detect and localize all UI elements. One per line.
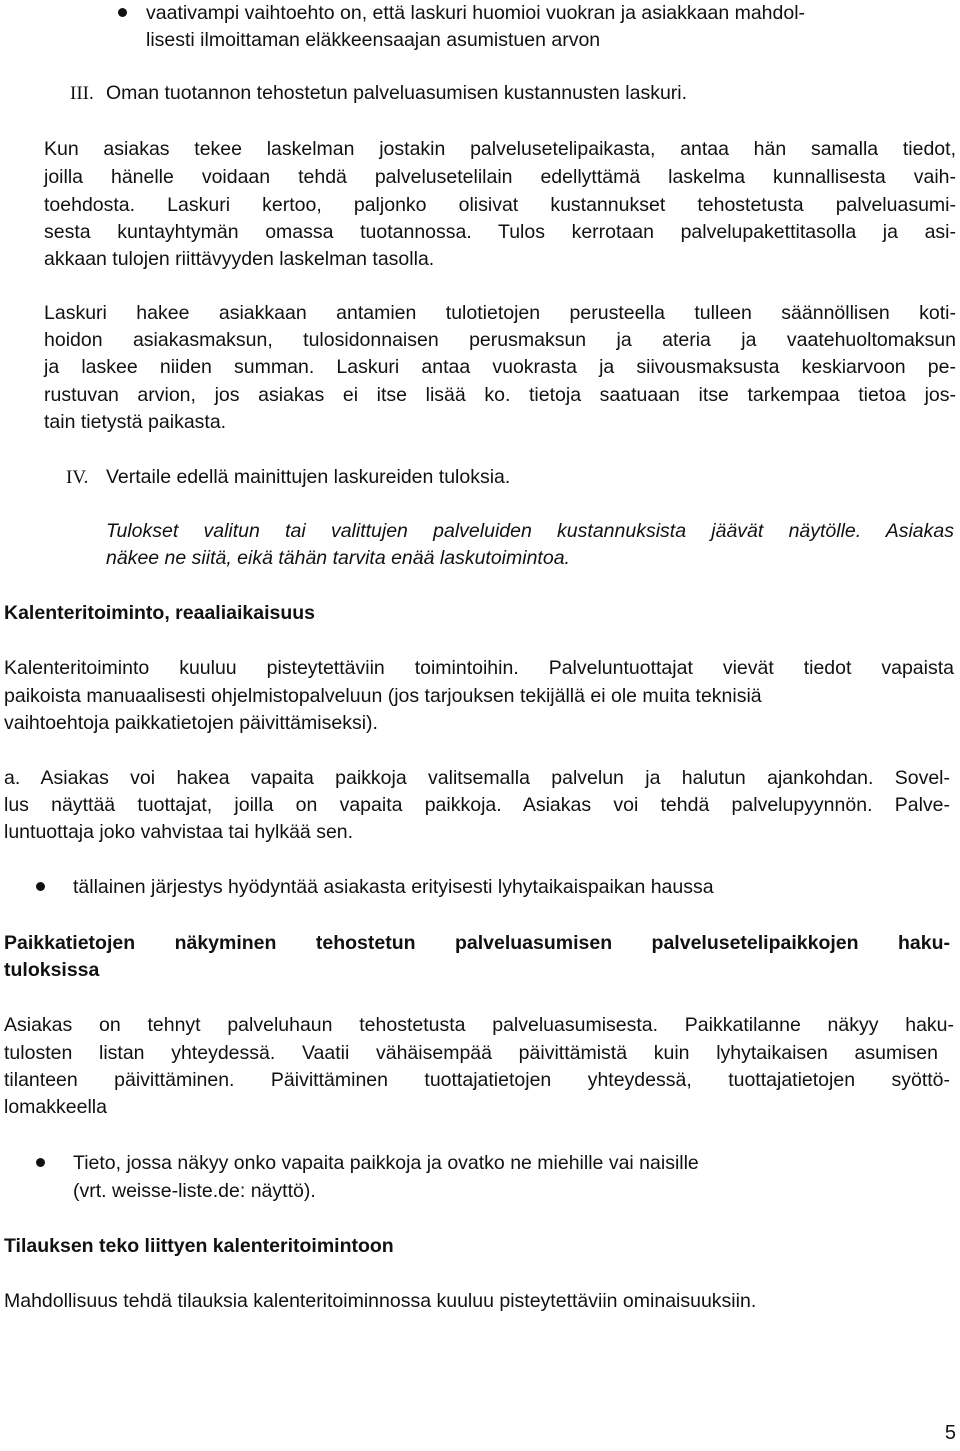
top-bullet-line-2: lisesti ilmoittaman eläkkeensaajan asumistuen arvon [146, 29, 601, 51]
para2-line: rustuvan arvion, jos asiakas ei itse lisää ko. tietoja saatuaan itse tarkempaa tietoa jos- [44, 384, 956, 406]
para4-line: luntuottaja joko vahvistaa tai hylkää sen. [4, 821, 354, 843]
bullet3-line: Tieto, jossa näkyy onko vapaita paikkoja ja ovatko ne miehille vai naisille [73, 1152, 699, 1174]
section3-numeral: III. [70, 83, 94, 104]
para4-line: a. Asiakas voi hakea vapaita paikkoja valitsemalla palvelun ja halutun ajankohdan. Sovel- [4, 767, 950, 789]
section3-title: Oman tuotannon tehostetun palveluasumisen kustannusten laskuri. [106, 82, 688, 104]
para2-line: tain tietystä paikasta. [44, 411, 227, 433]
section4-numeral: IV. [66, 467, 89, 488]
para5-line: tulosten listan yhteydessä. Vaatii vähäisempää päivittämistä kuin lyhytaikaisen asumisen [4, 1042, 938, 1064]
para2-line: ja laskee niiden summan. Laskuri antaa vuokrasta ja siivousmaksusta keskiarvoon pe- [44, 356, 956, 378]
para1-line: toehdosta. Laskuri kertoo, paljonko olisivat kustannukset tehostetusta palveluasumi- [44, 194, 956, 216]
heading-paikkatietojen-line: tuloksissa [4, 959, 100, 981]
para2-line: hoidon asiakasmaksun, tulosidonnaisen perusmaksun ja ateria ja vaatehuoltomaksun [44, 329, 956, 351]
para3-line: paikoista manuaalisesti ohjelmistopalveluun (jos tarjouksen tekijällä ei ole muita teknisiä [4, 685, 762, 707]
para1-line: joilla hänelle voidaan tehdä palvelusetelilain edellyttämä laskelma kunnallisesta vaih- [44, 166, 956, 188]
para2-line: Laskuri hakee asiakkaan antamien tulotietojen perusteella tulleen säännöllisen koti- [44, 302, 956, 324]
top-bullet-line-1: vaativampi vaihtoehto on, että laskuri huomioi vuokran ja asiakkaan mahdol- [146, 2, 806, 24]
para6-text: Mahdollisuus tehdä tilauksia kalenteritoiminnossa kuuluu pisteytettäviin ominaisuuksiin. [4, 1290, 757, 1312]
page-number: 5 [944, 1422, 956, 1444]
italic-note-line: näkee ne siitä, eikä tähän tarvita enää laskutoimintoa. [106, 547, 570, 569]
para1-line: akkaan tulojen riittävyyden laskelman tasolla. [44, 248, 435, 270]
para3-line: Kalenteritoiminto kuuluu pisteytettäviin toimintoihin. Palveluntuottajat vievät tiedot vapaista [4, 657, 954, 679]
heading-paikkatietojen-line: Paikkatietojen näkyminen tehostetun palveluasumisen palvelusetelipaikkojen haku- [4, 932, 950, 954]
para5-line: tilanteen päivittäminen. Päivittäminen tuottajatietojen yhteydessä, tuottajatietojen syöttö- [4, 1069, 950, 1091]
bullet-icon [36, 1158, 45, 1167]
bullet2-text: tällainen järjestys hyödyntää asiakasta erityisesti lyhytaikaispaikan haussa [73, 876, 714, 898]
para3-line: vaihtoehtoja paikkatietojen päivittämiseksi). [4, 712, 378, 734]
bullet-icon [118, 8, 127, 17]
heading-kalenteritoiminto: Kalenteritoiminto, reaaliaikaisuus [4, 602, 316, 624]
heading-tilauksen-teko: Tilauksen teko liittyen kalenteritoimintoon [4, 1235, 394, 1257]
bullet3-line: (vrt. weisse-liste.de: näyttö). [73, 1180, 316, 1202]
para5-line: lomakkeella [4, 1096, 107, 1118]
italic-note-line: Tulokset valitun tai valittujen palveluiden kustannuksista jäävät näytölle. Asiakas [106, 520, 954, 542]
section4-title: Vertaile edellä mainittujen laskureiden tuloksia. [106, 466, 511, 488]
para1-line: Kun asiakas tekee laskelman jostakin palvelusetelipaikasta, antaa hän samalla tiedot, [44, 138, 956, 160]
para4-line: lus näyttää tuottajat, joilla on vapaita paikkoja. Asiakas voi tehdä palvelupyynnön. Palve- [4, 794, 950, 816]
para5-line: Asiakas on tehnyt palveluhaun tehostetusta palveluasumisesta. Paikkatilanne näkyy haku- [4, 1014, 954, 1036]
para1-line: sesta kuntayhtymän omassa tuotannossa. Tulos kerrotaan palvelupakettitasolla ja asi- [44, 221, 956, 243]
bullet-icon [36, 882, 45, 891]
